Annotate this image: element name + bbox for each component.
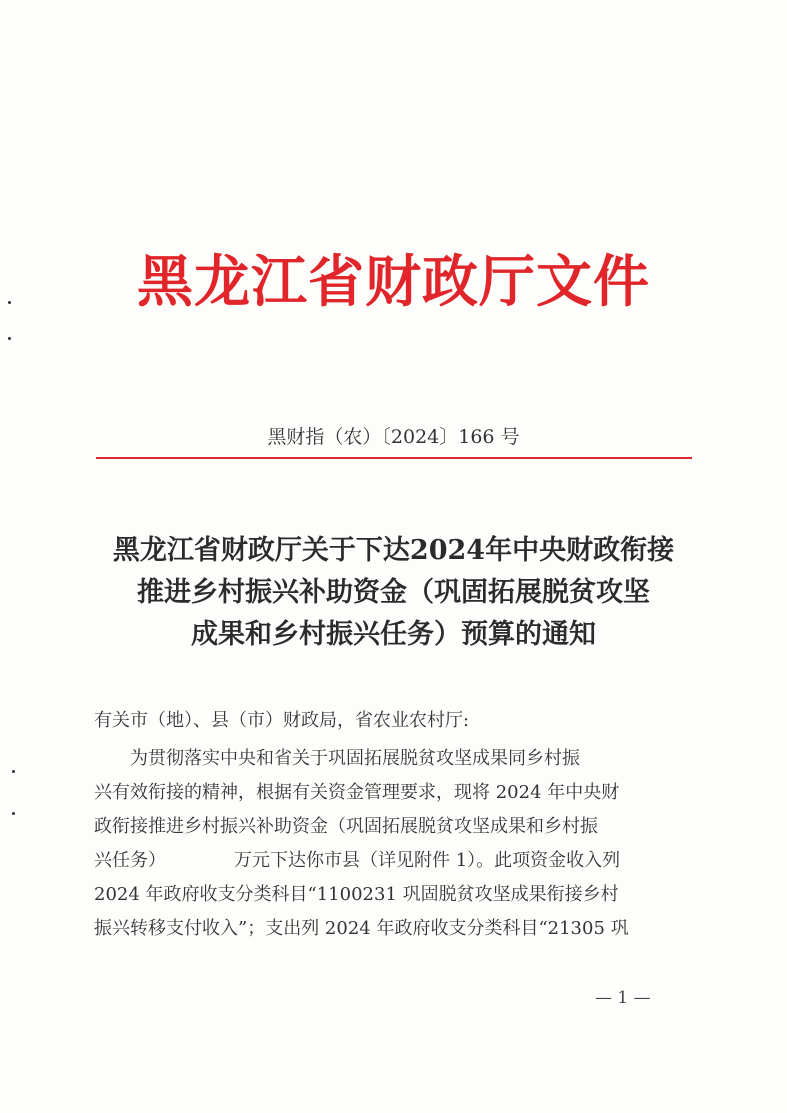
notice-title xyxy=(80,530,707,656)
body-line: 政衔接推进乡村振兴补助资金（巩固拓展脱贫攻坚成果和乡村振 xyxy=(94,816,598,837)
scan-speck xyxy=(8,301,11,304)
red-divider-line xyxy=(96,457,692,459)
page-number: — 1 — xyxy=(595,988,651,1008)
scan-speck xyxy=(8,337,11,340)
body-line: 2024 年政府收支分类科目“1100231 巩固脱贫攻坚成果衔接乡村 xyxy=(94,884,619,905)
body-line: 振兴转移支付收入”；支出列 2024 年政府收支分类科目“21305 巩 xyxy=(94,918,629,939)
body-line: 兴有效衔接的精神，根据有关资金管理要求，现将 2024 年中央财 xyxy=(94,782,620,803)
scan-speck xyxy=(12,770,15,773)
document-number: 黑财指（农）〔2024〕166 号 xyxy=(267,426,520,448)
document-header-title: 黑龙江省财政厅文件 xyxy=(137,249,650,315)
notice-title-line: 成果和乡村振兴任务）预算的通知 xyxy=(191,619,596,650)
notice-title-line: 黑龙江省财政厅关于下达2024年中央财政衔接 xyxy=(112,535,675,566)
scan-speck xyxy=(12,812,15,815)
body-line xyxy=(94,844,694,878)
body-line-part: 万元下达你市县（详见附件 1）。此项资金收入列 xyxy=(234,850,621,871)
salutation: 有关市（地）、县（市）财政局，省农业农村厅: xyxy=(94,710,470,731)
body-paragraph xyxy=(94,742,694,946)
body-line: 为贯彻落实中央和省关于巩固拓展脱贫攻坚成果同乡村振 xyxy=(130,748,580,769)
notice-title-line: 推进乡村振兴补助资金（巩固拓展脱贫攻坚 xyxy=(137,577,650,608)
body-line-part: 兴任务） xyxy=(94,850,166,871)
